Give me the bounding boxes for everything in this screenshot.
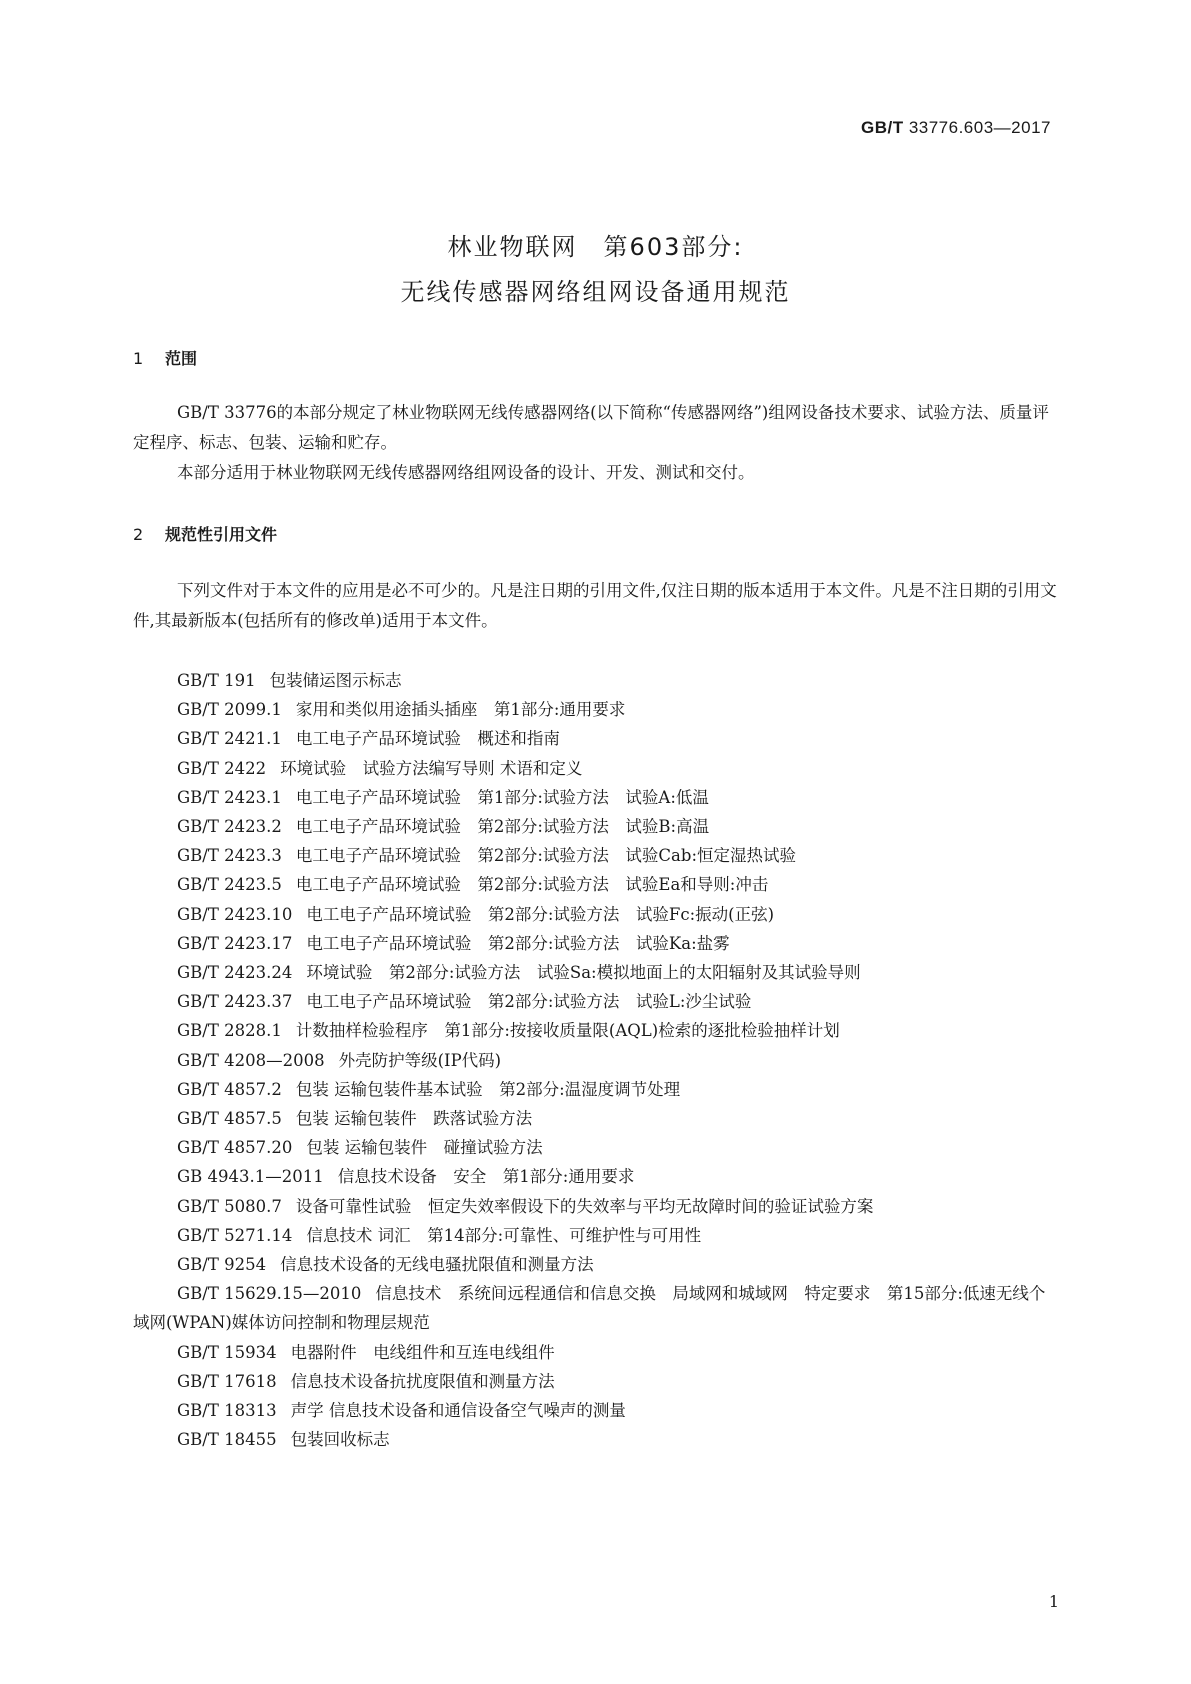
reference-item: GB/T 15629.15—2010 信息技术 系统间远程通信和信息交换 局域网和城域网 特定要求 第15部分:低速无线个域网(WPAN)媒体访问控制和物理层规范 [133, 1284, 1046, 1333]
section-number: 2 [133, 525, 144, 544]
section-heading-scope [133, 346, 197, 369]
standard-code-number: 33776.603—2017 [908, 118, 1051, 137]
reference-item: GB/T 4857.20 包装 运输包装件 碰撞试验方法 [177, 1138, 543, 1158]
reference-item: GB 4943.1—2011 信息技术设备 安全 第1部分:通用要求 [177, 1167, 635, 1187]
standard-code-prefix: GB/T [860, 118, 904, 137]
normative-intro-paragraph: 下列文件对于本文件的应用是必不可少的。凡是注日期的引用文件,仅注日期的版本适用于本文件。凡是不注日期的引用文件,其最新版本(包括所有的修改单)适用于本文件。 [133, 581, 1057, 630]
reference-item: GB/T 5080.7 设备可靠性试验 恒定失效率假设下的失效率与平均无故障时间的验证试验方案 [177, 1196, 874, 1216]
page-number: 1 [1048, 1592, 1059, 1611]
reference-item: GB/T 2421.1 电工电子产品环境试验 概述和指南 [177, 729, 560, 749]
reference-item: GB/T 4208—2008 外壳防护等级(IP代码) [177, 1050, 502, 1070]
reference-item: GB/T 2423.3 电工电子产品环境试验 第2部分:试验方法 试验Cab:恒定湿热试验 [177, 846, 796, 866]
reference-item: GB/T 5271.14 信息技术 词汇 第14部分:可靠性、可维护性与可用性 [177, 1225, 702, 1245]
reference-item: GB/T 191 包装储运图示标志 [177, 671, 402, 690]
reference-item: GB/T 2422 环境试验 试验方法编写导则 术语和定义 [177, 758, 583, 778]
reference-item: GB/T 4857.2 包装 运输包装件基本试验 第2部分:温湿度调节处理 [177, 1079, 681, 1099]
document-title-line-2: 无线传感器网络组网设备通用规范 [400, 278, 791, 306]
reference-item: GB/T 2828.1 计数抽样检验程序 第1部分:按接收质量限(AQL)检索的逐批检验抽样计划 [177, 1021, 840, 1041]
standard-code [861, 118, 1051, 138]
reference-item: GB/T 4857.5 包装 运输包装件 跌落试验方法 [177, 1109, 533, 1129]
reference-item: GB/T 2423.17 电工电子产品环境试验 第2部分:试验方法 试验Ka:盐雾 [177, 933, 730, 953]
section-title: 范围 [165, 349, 198, 368]
scope-paragraph-1: GB/T 33776的本部分规定了林业物联网无线传感器网络(以下简称“传感器网络”)组网设备技术要求、试验方法、质量评定程序、标志、包装、运输和贮存。 [133, 403, 1049, 452]
reference-item: GB/T 15934 电器附件 电线组件和互连电线组件 [177, 1342, 555, 1362]
scope-paragraph-2: 本部分适用于林业物联网无线传感器网络组网设备的设计、开发、测试和交付。 [177, 463, 755, 482]
reference-item: GB/T 17618 信息技术设备抗扰度限值和测量方法 [177, 1371, 555, 1391]
reference-item: GB/T 18455 包装回收标志 [177, 1430, 390, 1450]
reference-item: GB/T 9254 信息技术设备的无线电骚扰限值和测量方法 [177, 1255, 594, 1275]
section-title: 规范性引用文件 [165, 525, 278, 544]
reference-item: GB/T 2423.1 电工电子产品环境试验 第1部分:试验方法 试验A:低温 [177, 787, 709, 807]
reference-item: GB/T 2423.37 电工电子产品环境试验 第2部分:试验方法 试验L:沙尘试验 [177, 992, 752, 1012]
reference-item: GB/T 2423.10 电工电子产品环境试验 第2部分:试验方法 试验Fc:振动(正弦) [177, 904, 775, 924]
reference-list [133, 666, 1058, 1454]
document-title-line-1: 林业物联网 第603部分: [447, 233, 744, 261]
reference-item: GB/T 18313 声学 信息技术设备和通信设备空气噪声的测量 [177, 1401, 626, 1421]
reference-item: GB/T 2423.2 电工电子产品环境试验 第2部分:试验方法 试验B:高温 [177, 817, 710, 837]
section-number: 1 [133, 349, 144, 368]
reference-item: GB/T 2423.24 环境试验 第2部分:试验方法 试验Sa:模拟地面上的太阳辐射及其试验导则 [177, 963, 861, 983]
reference-item: GB/T 2099.1 家用和类似用途插头插座 第1部分:通用要求 [177, 700, 626, 720]
section-heading-normative-references [133, 522, 277, 545]
reference-item: GB/T 2423.5 电工电子产品环境试验 第2部分:试验方法 试验Ea和导则:冲击 [177, 875, 769, 895]
